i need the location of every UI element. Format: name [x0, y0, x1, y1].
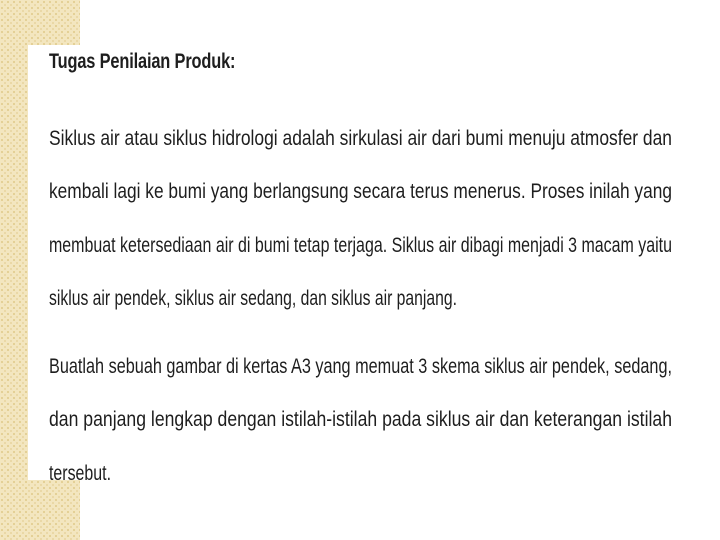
text-line-content: Siklus air atau siklus hidrologi adalah sirkulasi air dari bumi menuju atmosfer dan [49, 127, 672, 150]
text-line-content: Buatlah sebuah gambar di kertas A3 yang memuat 3 skema siklus air pendek, sedang, [49, 355, 672, 378]
text-line-content: siklus air pendek, siklus air sedang, dan siklus air panjang. [49, 286, 457, 310]
text-line [49, 285, 672, 312]
text-line-content: dan panjang lengkap dengan istilah-istilah pada siklus air dan keterangan istilah [49, 408, 672, 432]
text-line [49, 460, 672, 487]
paragraph-siklus-air [49, 125, 672, 338]
text-line-content: tersebut. [49, 461, 111, 485]
text-line [49, 353, 672, 380]
text-line-content: kembali lagi ke bumi yang berlangsung secara terus menerus. Proses inilah yang [49, 180, 672, 204]
paragraph-tugas [49, 353, 672, 513]
text-line [49, 178, 672, 205]
text-line [49, 232, 672, 259]
text-line [49, 406, 672, 433]
text-line-content: membuat ketersediaan air di bumi tetap terjaga. Siklus air dibagi menjadi 3 macam yaitu [49, 233, 672, 257]
document-title: Tugas Penilaian Produk: [49, 50, 236, 73]
text-line [49, 125, 672, 152]
